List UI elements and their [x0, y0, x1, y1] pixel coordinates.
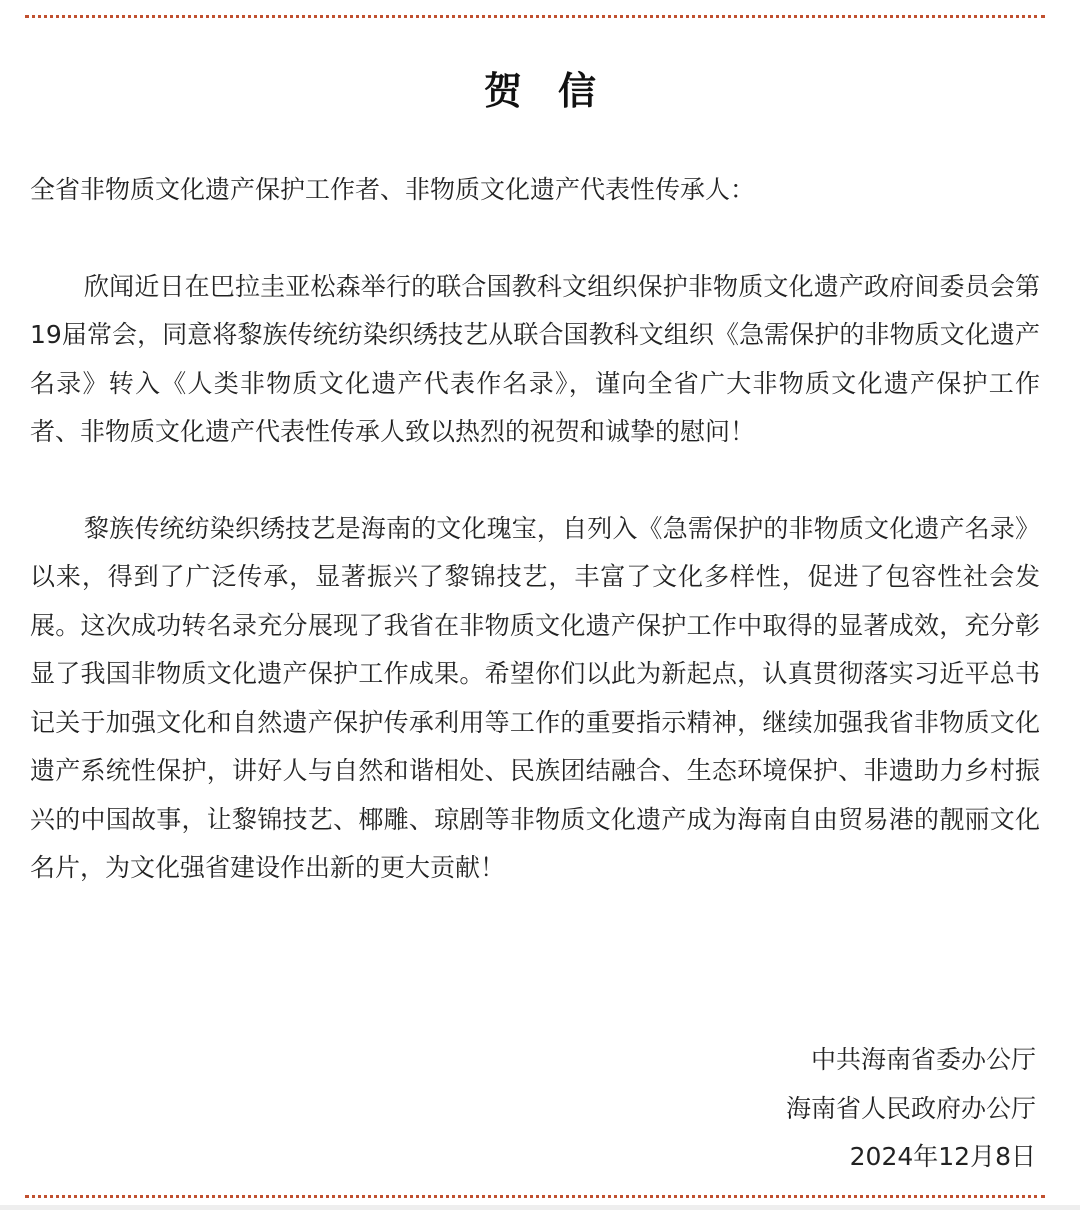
letter-body: [30, 166, 1040, 941]
salutation: 全省非物质文化遗产保护工作者、非物质文化遗产代表性传承人：: [30, 175, 756, 204]
top-dotted-divider: [25, 15, 1045, 18]
paragraph-significance: 黎族传统纺染织绣技艺是海南的文化瑰宝，自列入《急需保护的非物质文化遗产名录》以来，得到了广泛传承，显著振兴了黎锦技艺，丰富了文化多样性，促进了包容性社会发展。这次成功转名录充分展现了我省在非物质文化遗产保护工作中取得的显著成效，充分彰显了我国非物质文化遗产保护工作成果。希望你们以此为新起点，认真贯彻落实习近平总书记关于加强文化和自然遗产保护传承利用等工作的重要指示精神，继续加强我省非物质文化遗产系统性保护，讲好人与自然和谐相处、民族团结融合、生态环境保护、非遗助力乡村振兴的中国故事，让黎锦技艺、椰雕、琼剧等非物质文化遗产成为海南自由贸易港的靓丽文化名片，为文化强省建设作出新的更大贡献！: [30, 513, 1040, 882]
signatory-government-office: 海南省人民政府办公厅: [785, 1093, 1036, 1123]
bottom-dotted-divider: [25, 1195, 1045, 1198]
paragraph-congratulation: 欣闻近日在巴拉圭亚松森举行的联合国教科文组织保护非物质文化遗产政府间委员会第19届常会，同意将黎族传统纺染织绣技艺从联合国教科文组织《急需保护的非物质文化遗产名录》转入《人类非物质文化遗产代表作名录》，谨向全省广大非物质文化遗产保护工作者、非物质文化遗产代表性传承人致以热烈的祝贺和诚挚的慰问！: [30, 271, 1040, 446]
letter-title: 贺信: [483, 69, 632, 113]
signatory-party-office: 中共海南省委办公厅: [810, 1045, 1036, 1074]
bottom-edge-strip: [0, 1205, 1080, 1210]
signature-block: [786, 1036, 1036, 1182]
letter-date: 2024年12月8日: [849, 1142, 1036, 1171]
